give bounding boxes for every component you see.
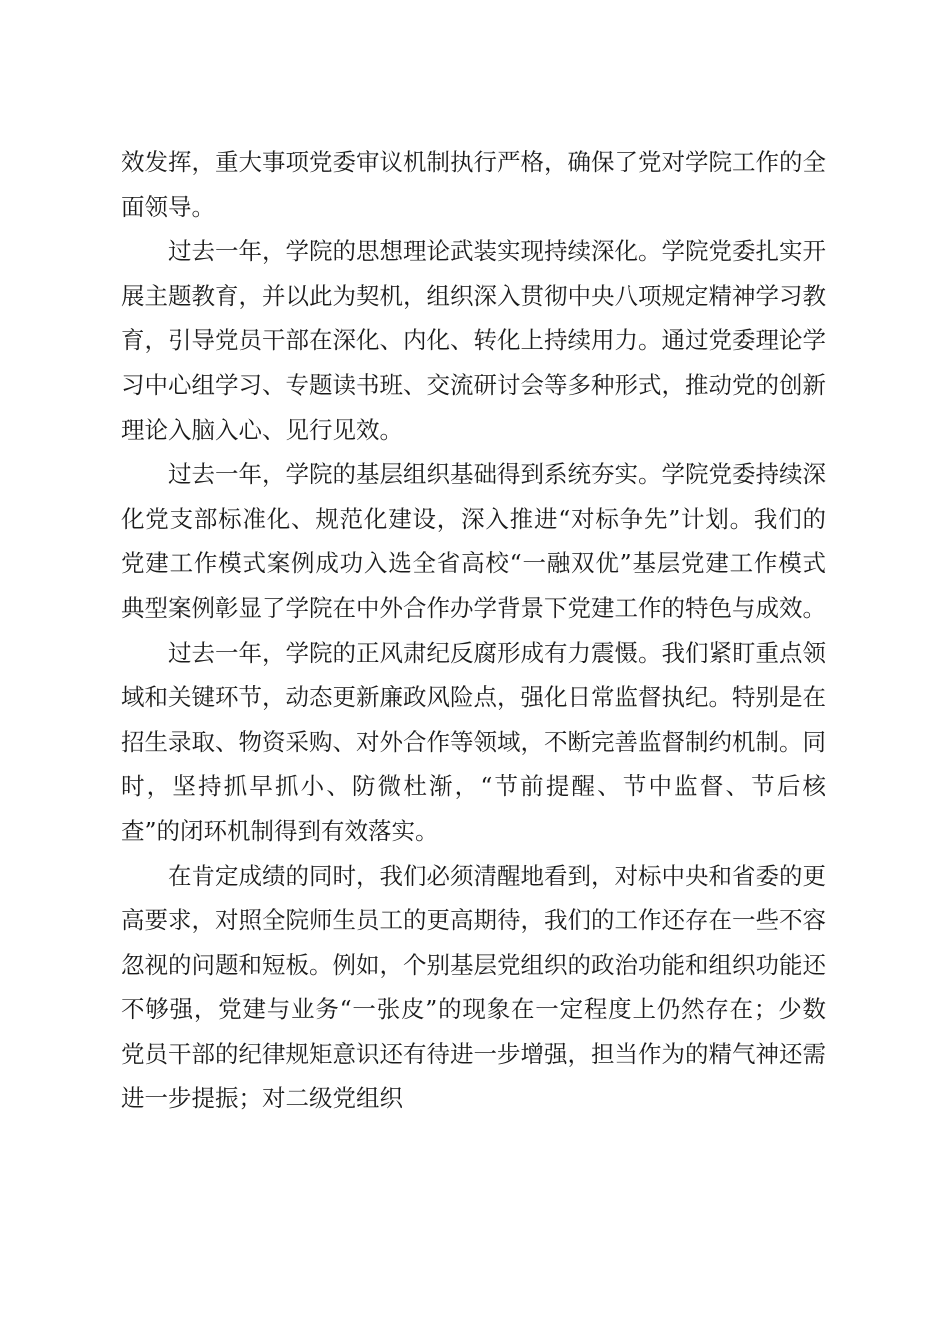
paragraph-theory-study: 过去一年，学院的思想理论武装实现持续深化。学院党委扎实开展主题教育，并以此为契机，组织深入贯彻中央八项规定精神学习教育，引导党员干部在深化、内化、转化上持续用力。通过党委理论学习中心组学习、专题读书班、交流研讨会等多种形式，推动党的创新理论入脑入心、见行见效。 (121, 237, 826, 444)
document-body (121, 140, 826, 1121)
paragraph-problems: 在肯定成绩的同时，我们必须清醒地看到，对标中央和省委的更高要求，对照全院师生员工的更高期待，我们的工作还存在一些不容忽视的问题和短板。例如，个别基层党组织的政治功能和组织功能还不够强，党建与业务“一张皮”的现象在一定程度上仍然存在；少数党员干部的纪律规矩意识还有待进一步增强，担当作为的精气神还需进一步提振；对二级党组织 (121, 861, 826, 1113)
paragraph-anti-corruption: 过去一年，学院的正风肃纪反腐形成有力震慑。我们紧盯重点领域和关键环节，动态更新廉政风险点，强化日常监督执纪。特别是在招生录取、物资采购、对外合作等领域，不断完善监督制约机制。同时，坚持抓早抓小、防微杜渐，“节前提醒、节中监督、节后核查”的闭环机制得到有效落实。 (121, 638, 826, 845)
paragraph-grassroots-organization: 过去一年，学院的基层组织基础得到系统夯实。学院党委持续深化党支部标准化、规范化建设，深入推进“对标争先”计划。我们的党建工作模式案例成功入选全省高校“一融双优”基层党建工作模式典型案例彰显了学院在中外合作办学背景下党建工作的特色与成效。 (121, 460, 826, 622)
paragraph-continuation: 效发挥，重大事项党委审议机制执行严格，确保了党对学院工作的全面领导。 (121, 148, 826, 221)
